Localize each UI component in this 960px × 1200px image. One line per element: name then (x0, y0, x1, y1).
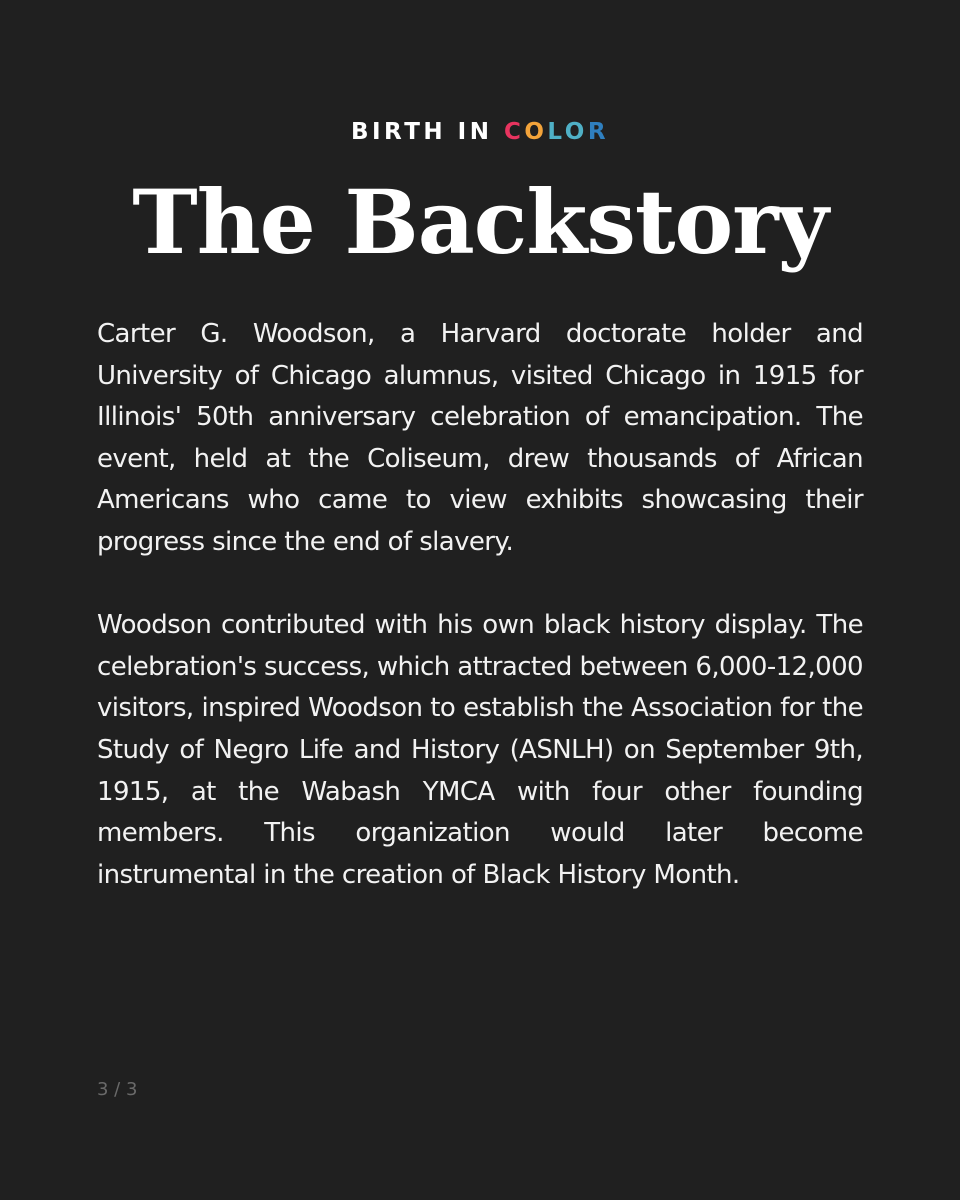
brand-letter: O (564, 119, 588, 145)
brand-prefix: BIRTH IN (350, 119, 504, 145)
brand-logo (0, 117, 960, 147)
body-text (97, 314, 863, 896)
page-title: The Backstory (132, 170, 828, 274)
paragraph: Woodson contributed with his own black history display. The celebration's success, which attracted between 6,000-12,000 visitors, inspired Woodson to establish the Association for the Study of Negro Life and History (ASNLH) on September 9th, 1915, at the Wabash YMCA with four other founding members. This organization would later become instrumental in the creation of Black History Month. (97, 610, 863, 890)
brand-letter: R (587, 119, 610, 145)
paragraph: Carter G. Woodson, a Harvard doctorate holder and University of Chicago alumnus, visited Chicago in 1915 for Illinois' 50th anniversary celebration of emancipation. The event, held at the Coliseum, drew thousands of African Americans who came to view exhibits showcasing their progress since the end of slavery. (97, 319, 863, 557)
brand-letter: L (547, 119, 565, 145)
brand-letter: C (503, 119, 525, 145)
brand-letter: O (524, 119, 548, 145)
page-indicator: 3 / 3 (97, 1079, 138, 1100)
